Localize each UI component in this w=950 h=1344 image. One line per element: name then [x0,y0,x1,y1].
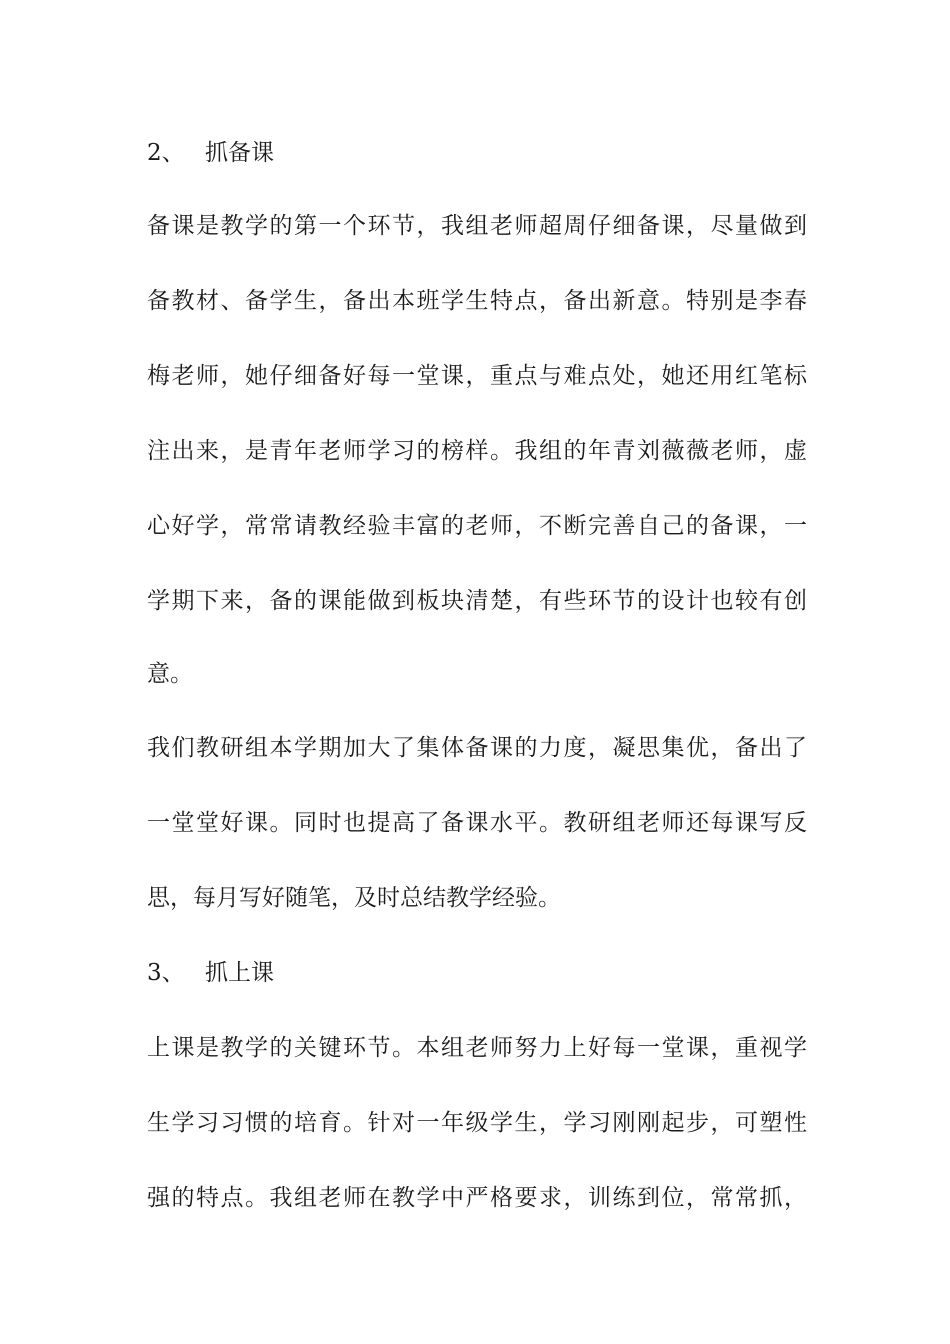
section-number: 3、 [147,960,185,986]
paragraph-line: 一堂堂好课。同时也提高了备课水平。教研组老师还每课写反 [147,810,807,836]
paragraph-line: 备课是教学的第一个环节，我组老师超周仔细备课，尽量做到 [147,213,807,239]
section-number: 2、 [147,140,185,166]
paragraph-line: 心好学，常常请教经验丰富的老师，不断完善自己的备课，一 [147,513,807,539]
paragraph-line: 梅老师，她仔细备好每一堂课，重点与难点处，她还用红笔标 [147,363,807,389]
paragraph-line: 生学习习惯的培育。针对一年级学生，学习刚刚起步，可塑性 [147,1110,807,1136]
paragraph-line: 意。 [147,661,193,687]
paragraph-line: 强的特点。我组老师在教学中严格要求，训练到位，常常抓， [147,1185,807,1211]
paragraph-line: 我们教研组本学期加大了集体备课的力度，凝思集优，备出了 [147,735,807,761]
paragraph-line: 思，每月写好随笔，及时总结教学经验。 [147,885,561,911]
section-heading-2 [147,138,807,168]
paragraph-line: 学期下来，备的课能做到板块清楚，有些环节的设计也较有创 [147,588,807,614]
section-heading-3 [147,958,807,988]
section-title: 抓上课 [205,960,274,986]
section-title: 抓备课 [205,140,274,166]
paragraph-line: 备教材、备学生，备出本班学生特点，备出新意。特别是李春 [147,288,807,314]
paragraph-line: 上课是教学的关键环节。本组老师努力上好每一堂课，重视学 [147,1035,807,1061]
paragraph-line: 注出来，是青年老师学习的榜样。我组的年青刘薇薇老师，虚 [147,438,807,464]
